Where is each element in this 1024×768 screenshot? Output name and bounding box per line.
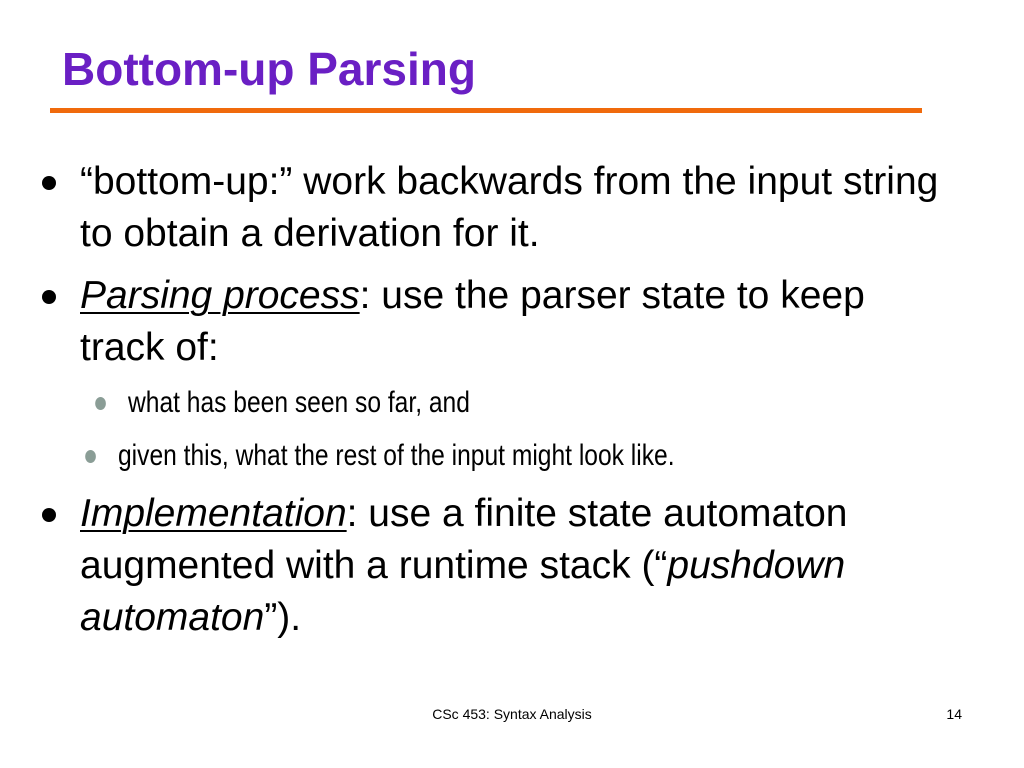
bullet-text: “bottom-up:” work backwards from the input string to obtain a derivation for it. — [80, 160, 939, 255]
bullet-item — [80, 270, 960, 374]
sub-bullet-item — [128, 383, 470, 423]
bullet-dot-icon — [42, 290, 56, 304]
slide-title: Bottom-up Parsing — [62, 43, 476, 95]
bullet-text: : use a finite state automaton augmented with a runtime stack (“ — [80, 492, 848, 587]
title-underline-rule — [50, 108, 922, 113]
bullet-emphasis: pushdown automaton — [80, 544, 846, 639]
sub-bullet-item — [118, 436, 675, 476]
bullet-term: Implementation — [80, 492, 347, 535]
sub-bullet-text: what has been seen so far, and — [128, 386, 470, 419]
sub-bullet-dot-icon — [95, 397, 106, 410]
sub-bullet-dot-icon — [85, 450, 96, 463]
sub-bullet-text: given this, what the rest of the input might look like. — [118, 439, 675, 472]
bullet-text: : use the parser state to keep track of: — [80, 274, 865, 369]
bullet-item — [80, 156, 960, 260]
page-number: 14 — [946, 706, 962, 722]
bullet-text-end: ”). — [264, 596, 302, 639]
bullet-dot-icon — [42, 508, 56, 522]
bullet-item — [80, 488, 960, 644]
bullet-term: Parsing process — [80, 274, 360, 317]
footer-course: CSc 453: Syntax Analysis — [432, 706, 592, 722]
bullet-dot-icon — [42, 176, 56, 190]
